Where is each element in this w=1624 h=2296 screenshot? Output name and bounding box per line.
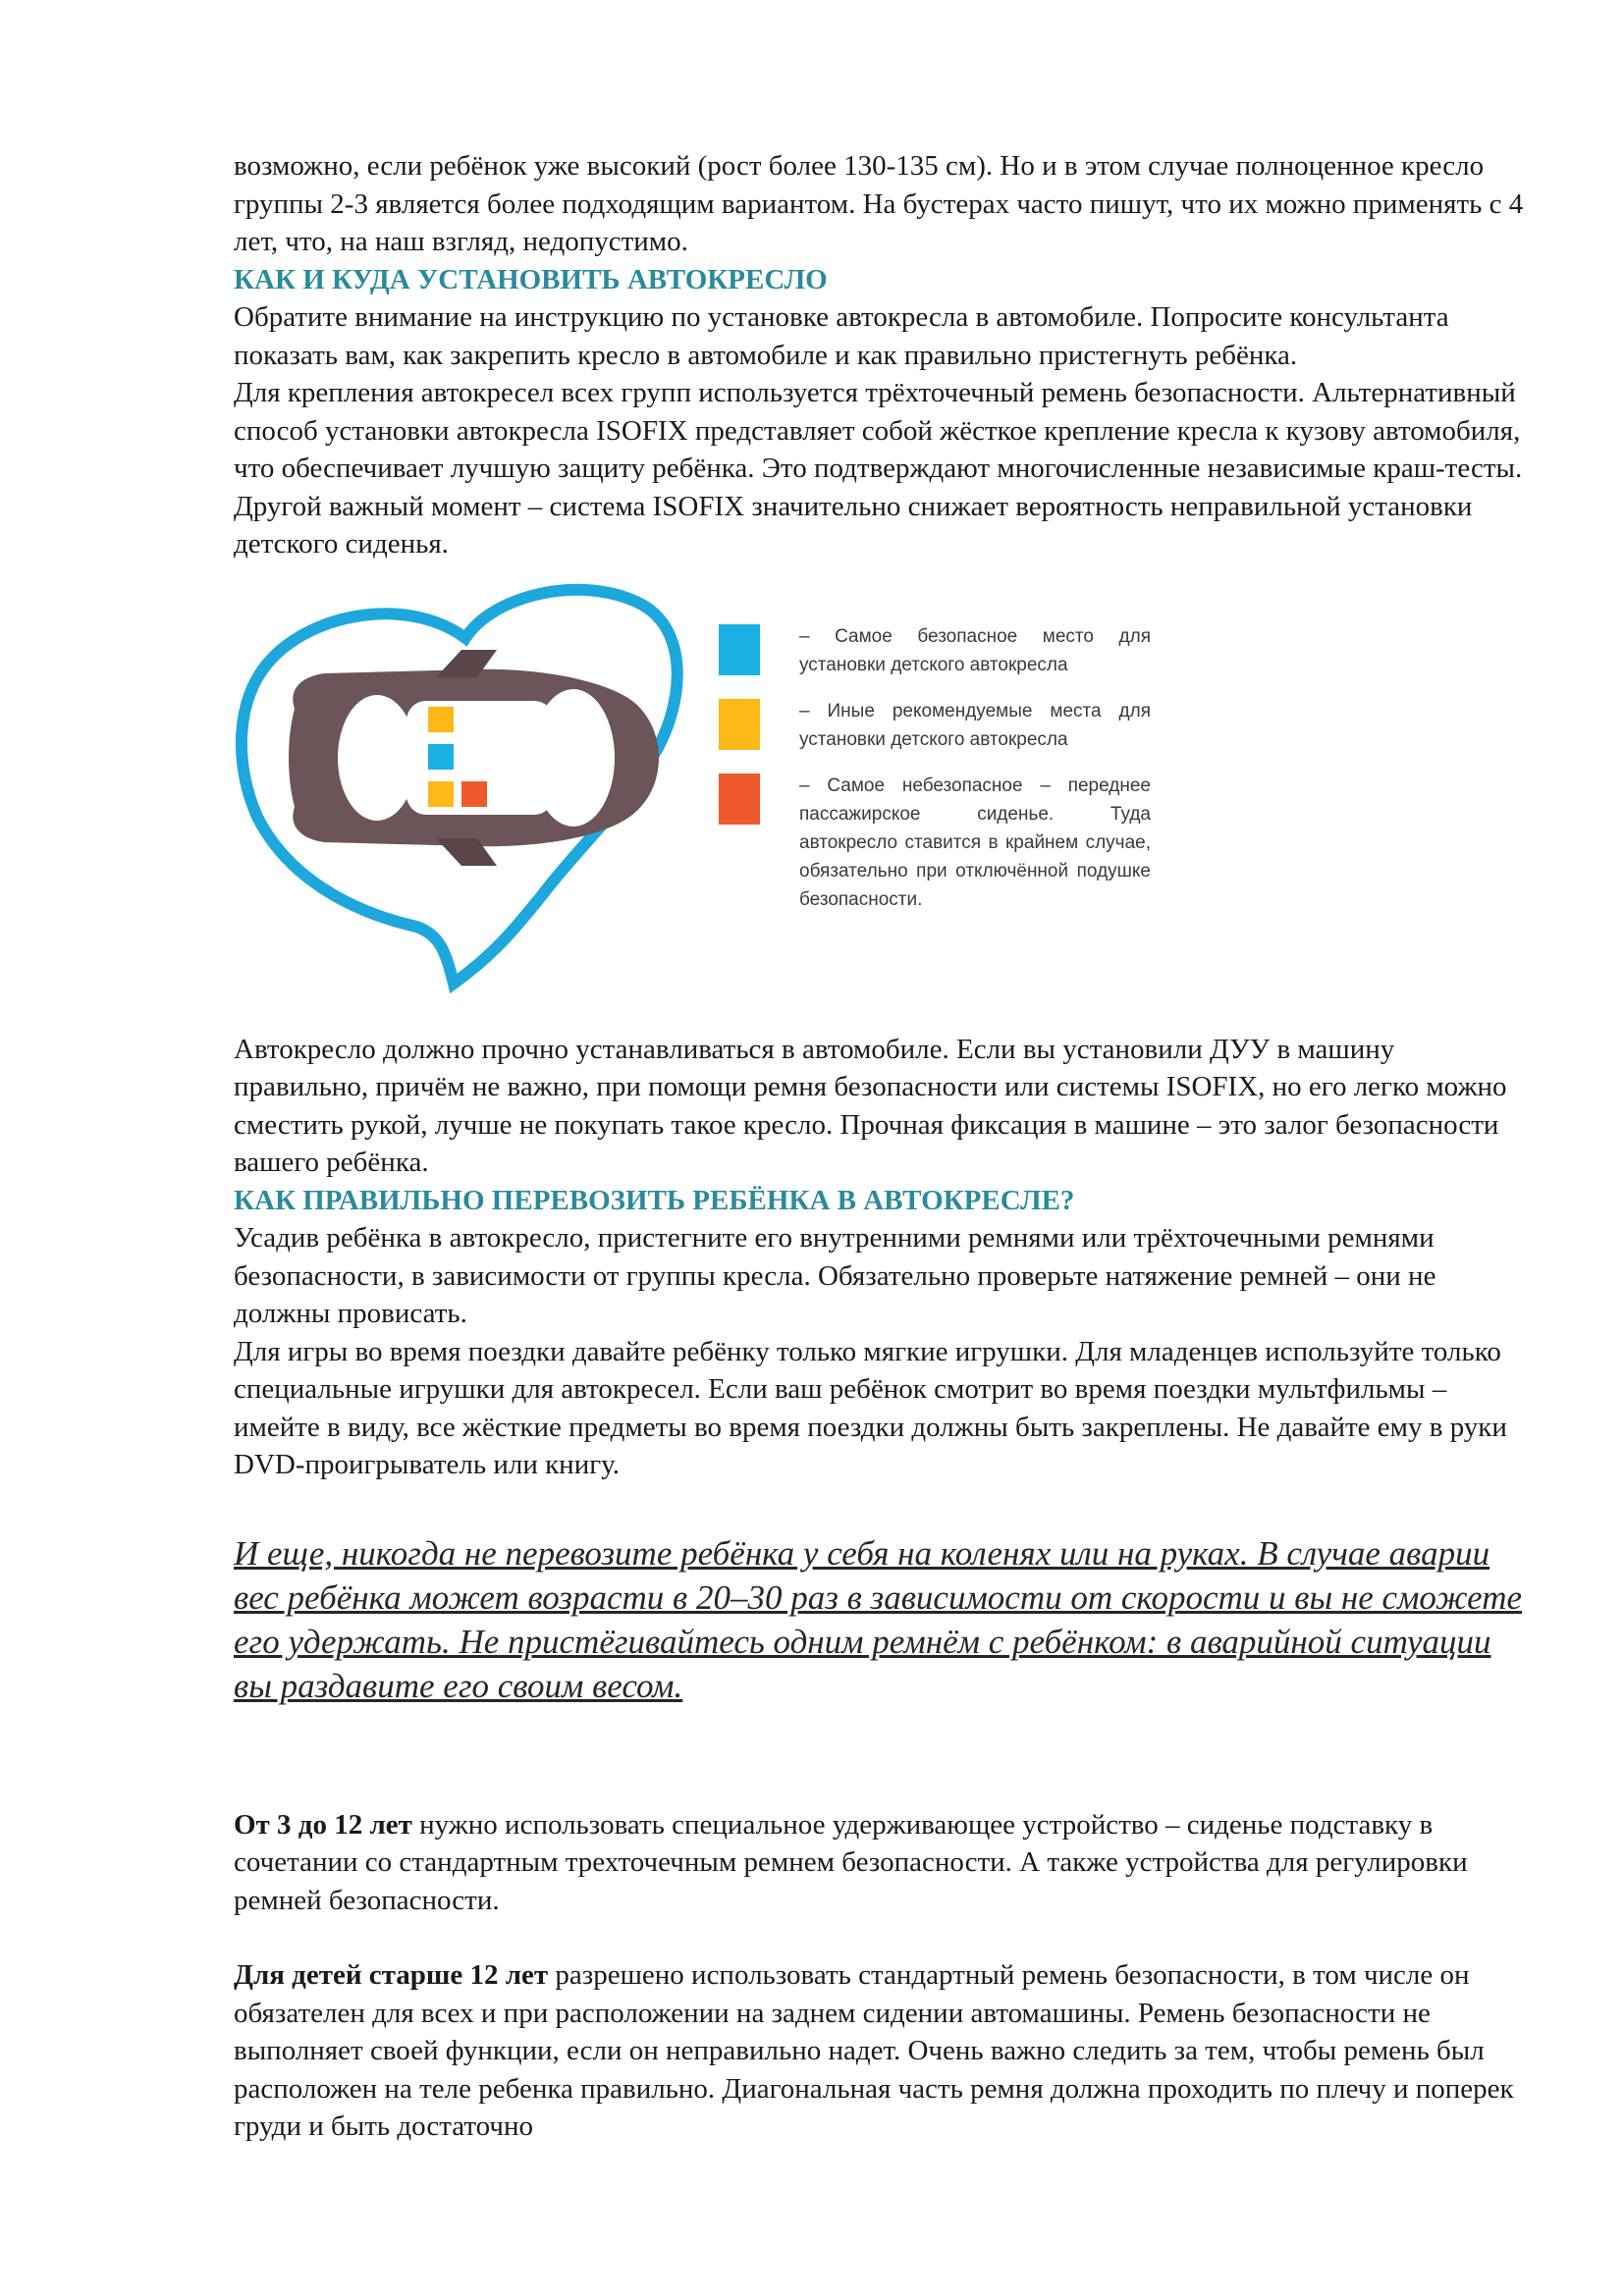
document-page xyxy=(234,147,1530,2146)
paragraph-age-3-12 xyxy=(234,1806,1530,1920)
legend-item-safest xyxy=(719,622,1151,679)
car-top-view xyxy=(289,650,659,866)
car-seat-placement-figure xyxy=(234,581,1530,1013)
heading-transport: КАК ПРАВИЛЬНО ПЕРЕВОЗИТЬ РЕБЁНКА В АВТОКРЕСЛЕ? xyxy=(234,1184,1075,1216)
legend-text-safest: – Самое безопасное место для установки детского автокресла xyxy=(799,625,1151,675)
legend xyxy=(719,622,1151,932)
seat-marker-recommended-left xyxy=(428,707,454,732)
swatch-safest xyxy=(719,624,760,675)
paragraph-booster-age: возможно, если ребёнок уже высокий (рост более 130-135 см). Но и в этом случае полноценное кресло группы 2-3 является более подходящим вариантом. На бустерах часто пишут, что их можно применять с 4 лет, что, на наш взгляд, недопустимо. xyxy=(234,150,1524,257)
legend-item-recommended xyxy=(719,697,1151,754)
swatch-unsafe xyxy=(719,774,760,825)
seat-marker-safest xyxy=(428,744,454,770)
heading-installation: КАК И КУДА УСТАНОВИТЬ АВТОКРЕСЛО xyxy=(234,263,828,295)
car-heart-illustration xyxy=(230,581,691,1013)
swatch-recommended xyxy=(719,699,760,750)
legend-item-unsafe xyxy=(719,772,1151,914)
age-over-12-bold: Для детей старше 12 лет xyxy=(234,1959,549,1991)
paragraph-instruction: Обратите внимание на инструкцию по установке автокресла в автомобиле. Попросите консультанта показать вам, как закрепить кресло в автомобиле и как правильно пристегнуть ребёнка. xyxy=(234,301,1449,371)
warning-quote: И еще, никогда не перевозите ребёнка у себя на коленях или на руках. В случае аварии вес ребёнка может возрасти в 20–30 раз в зависимости от скорости и вы не сможете его удержать. Не пристёгивайтесь одним ремнём с ребёнком: в аварийной ситуации вы раздавите его своим весом. xyxy=(234,1533,1523,1705)
paragraph-belts: Усадив ребёнка в автокресло, пристегните его внутренними ремнями или трёхточечными ремнями безопасности, в зависимости от группы кресла. Обязательно проверьте натяжение ремней – они не должны провисать. xyxy=(234,1222,1436,1329)
age-3-12-text: нужно использовать специальное удерживающее устройство – сиденье подставку в сочетании со стандартным трехточечным ремнем безопасности. А также устройства для регулировки ремней безопасности. xyxy=(234,1808,1468,1916)
legend-text-unsafe: – Самое небезопасное – переднее пассажирское сиденье. Туда автокресло ставится в крайнем случае, обязательно при отключённой подушке безопасности. xyxy=(799,774,1151,910)
legend-text-recommended: – Иные рекомендуемые места для установки детского автокресла xyxy=(799,700,1151,750)
age-over-12-text: разрешено использовать стандартный ремень безопасности, в том числе он обязателен для всех и при расположении на заднем сидении автомашины. Ремень безопасности не выполняет своей функции, если он неправильно надет. Очень важно следить за тем, чтобы ремень был расположен на теле ребенка правильно. Диагональная часть ремня должна проходить по плечу и поперек груди и быть достаточно xyxy=(234,1959,1514,2142)
seat-marker-unsafe xyxy=(461,781,487,807)
seat-marker-recommended-right xyxy=(428,781,454,807)
paragraph-toys: Для игры во время поездки давайте ребёнку только мягкие игрушки. Для младенцев используйте только специальные игрушки для автокресел. Если ваш ребёнок смотрит во время поездки мультфильмы – имейте в виду, все жёсткие предметы во время поездки должны быть закреплены. Не давайте ему в руки DVD-проигрыватель или книгу. xyxy=(234,1335,1507,1480)
paragraph-age-over-12 xyxy=(234,1956,1530,2146)
age-3-12-bold: От 3 до 12 лет xyxy=(234,1808,412,1841)
paragraph-fixation: Автокресло должно прочно устанавливаться в автомобиле. Если вы установили ДУУ в машину правильно, причём не важно, при помощи ремня безопасности или системы ISOFIX, но его легко можно сместить рукой, лучше не покупать такое кресло. Прочная фиксация в машине – это залог безопасности вашего ребёнка. xyxy=(234,1033,1507,1178)
paragraph-isofix: Для крепления автокресел всех групп используется трёхточечный ремень безопасности. Альтернативный способ установки автокресла ISOFIX представляет собой жёсткое крепление кресла к кузову автомобиля, что обеспечивает лучшую защиту ребёнка. Это подтверждают многочисленные независимые краш-тесты. Другой важный момент – система ISOFIX значительно снижает вероятность неправильной установки детского сиденья. xyxy=(234,377,1523,560)
